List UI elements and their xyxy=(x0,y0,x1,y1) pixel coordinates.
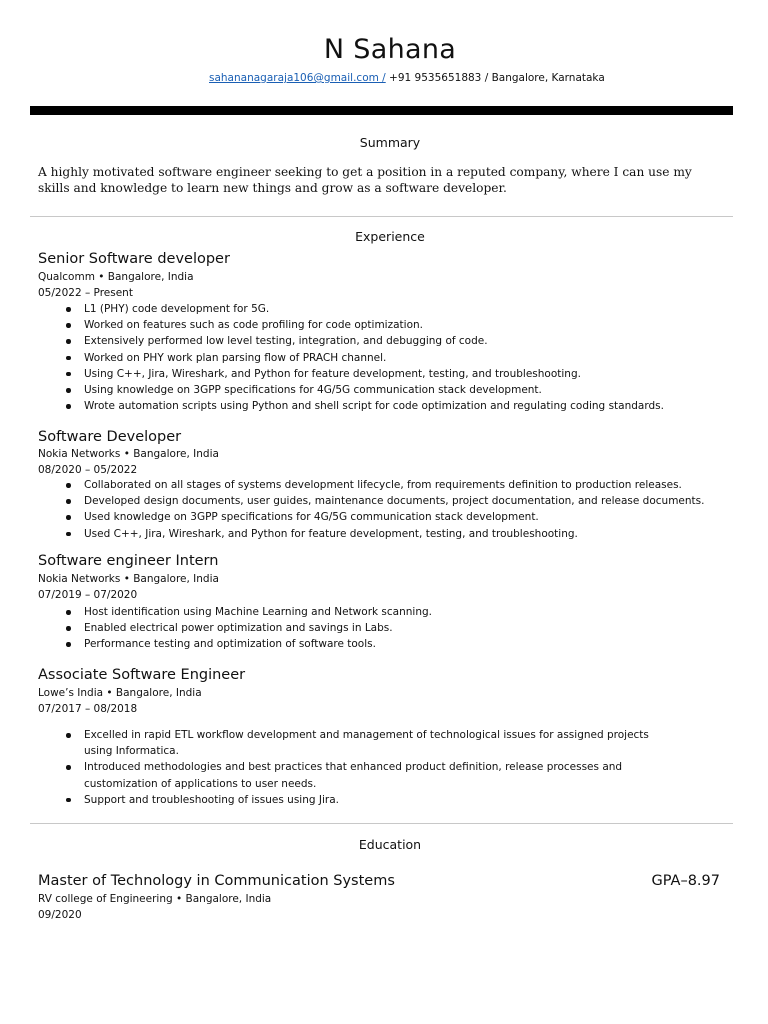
list-item: Collaborated on all stages of systems development lifecycle, from requirements definition to production releases. xyxy=(84,477,734,493)
job-title: Software Developer xyxy=(38,429,182,445)
job-bullet-list xyxy=(84,301,734,414)
list-item: Extensively performed low level testing, integration, and debugging of code. xyxy=(84,333,734,349)
list-item: L1 (PHY) code development for 5G. xyxy=(84,301,734,317)
job-dates: 05/2022 – Present xyxy=(38,287,133,299)
job-company: Lowe’s India • Bangalore, India xyxy=(38,687,202,699)
phone-location: +91 9535651883 / Bangalore, Karnataka xyxy=(385,72,605,84)
job-dates: 08/2020 – 05/2022 xyxy=(38,464,138,476)
list-item: Developed design documents, user guides, maintenance documents, project documentation, and release documents. xyxy=(84,493,734,509)
job-bullet-list xyxy=(84,727,734,808)
job-dates: 07/2019 – 07/2020 xyxy=(38,589,138,601)
section-divider xyxy=(30,823,733,824)
school-name: RV college of Engineering • Bangalore, India xyxy=(38,893,272,905)
job-title: Senior Software developer xyxy=(38,251,230,267)
job-company: Nokia Networks • Bangalore, India xyxy=(38,573,219,585)
email-link[interactable]: sahananagaraja106@gmail.com / xyxy=(209,72,386,84)
job-dates: 07/2017 – 08/2018 xyxy=(38,703,138,715)
list-item: Using C++, Jira, Wireshark, and Python for feature development, testing, and troubleshooting. xyxy=(84,366,734,382)
list-item: Enabled electrical power optimization and savings in Labs. xyxy=(84,620,734,636)
list-item: Host identification using Machine Learning and Network scanning. xyxy=(84,604,734,620)
job-bullet-list xyxy=(84,604,734,653)
candidate-name: N Sahana xyxy=(323,34,457,65)
job-company: Nokia Networks • Bangalore, India xyxy=(38,448,219,460)
list-item: Used C++, Jira, Wireshark, and Python for feature development, testing, and troubleshooting. xyxy=(84,526,734,542)
job-bullet-list xyxy=(84,477,734,542)
list-item: Using knowledge on 3GPP specifications for 4G/5G communication stack development. xyxy=(84,382,734,398)
header-divider-bar xyxy=(30,106,733,115)
list-item: Worked on PHY work plan parsing flow of PRACH channel. xyxy=(84,350,734,366)
summary-heading: Summary xyxy=(359,135,421,150)
summary-text: A highly motivated software engineer seeking to get a position in a reputed company, where I can use my skills and knowledge to learn new things and grow as a software developer. xyxy=(38,165,692,195)
list-item: Worked on features such as code profiling for code optimization. xyxy=(84,317,734,333)
education-date: 09/2020 xyxy=(38,909,82,921)
job-title: Associate Software Engineer xyxy=(38,667,246,683)
list-item: Excelled in rapid ETL workflow development and management of technological issues for assigned projects using Informatica. xyxy=(84,727,664,759)
gpa-value: GPA–8.97 xyxy=(651,873,720,889)
section-divider xyxy=(30,216,733,217)
list-item: Wrote automation scripts using Python and shell script for code optimization and regulating coding standards. xyxy=(84,398,734,414)
list-item: Support and troubleshooting of issues using Jira. xyxy=(84,792,664,808)
degree-title: Master of Technology in Communication Systems xyxy=(38,873,395,889)
list-item: Performance testing and optimization of software tools. xyxy=(84,636,734,652)
job-company: Qualcomm • Bangalore, India xyxy=(38,271,194,283)
list-item: Used knowledge on 3GPP specifications for 4G/5G communication stack development. xyxy=(84,509,734,525)
job-title: Software engineer Intern xyxy=(38,553,219,569)
experience-heading: Experience xyxy=(355,229,425,244)
contact-line xyxy=(209,72,605,84)
list-item: Introduced methodologies and best practices that enhanced product definition, release processes and customization of applications to user needs. xyxy=(84,759,664,791)
education-heading: Education xyxy=(358,837,422,852)
